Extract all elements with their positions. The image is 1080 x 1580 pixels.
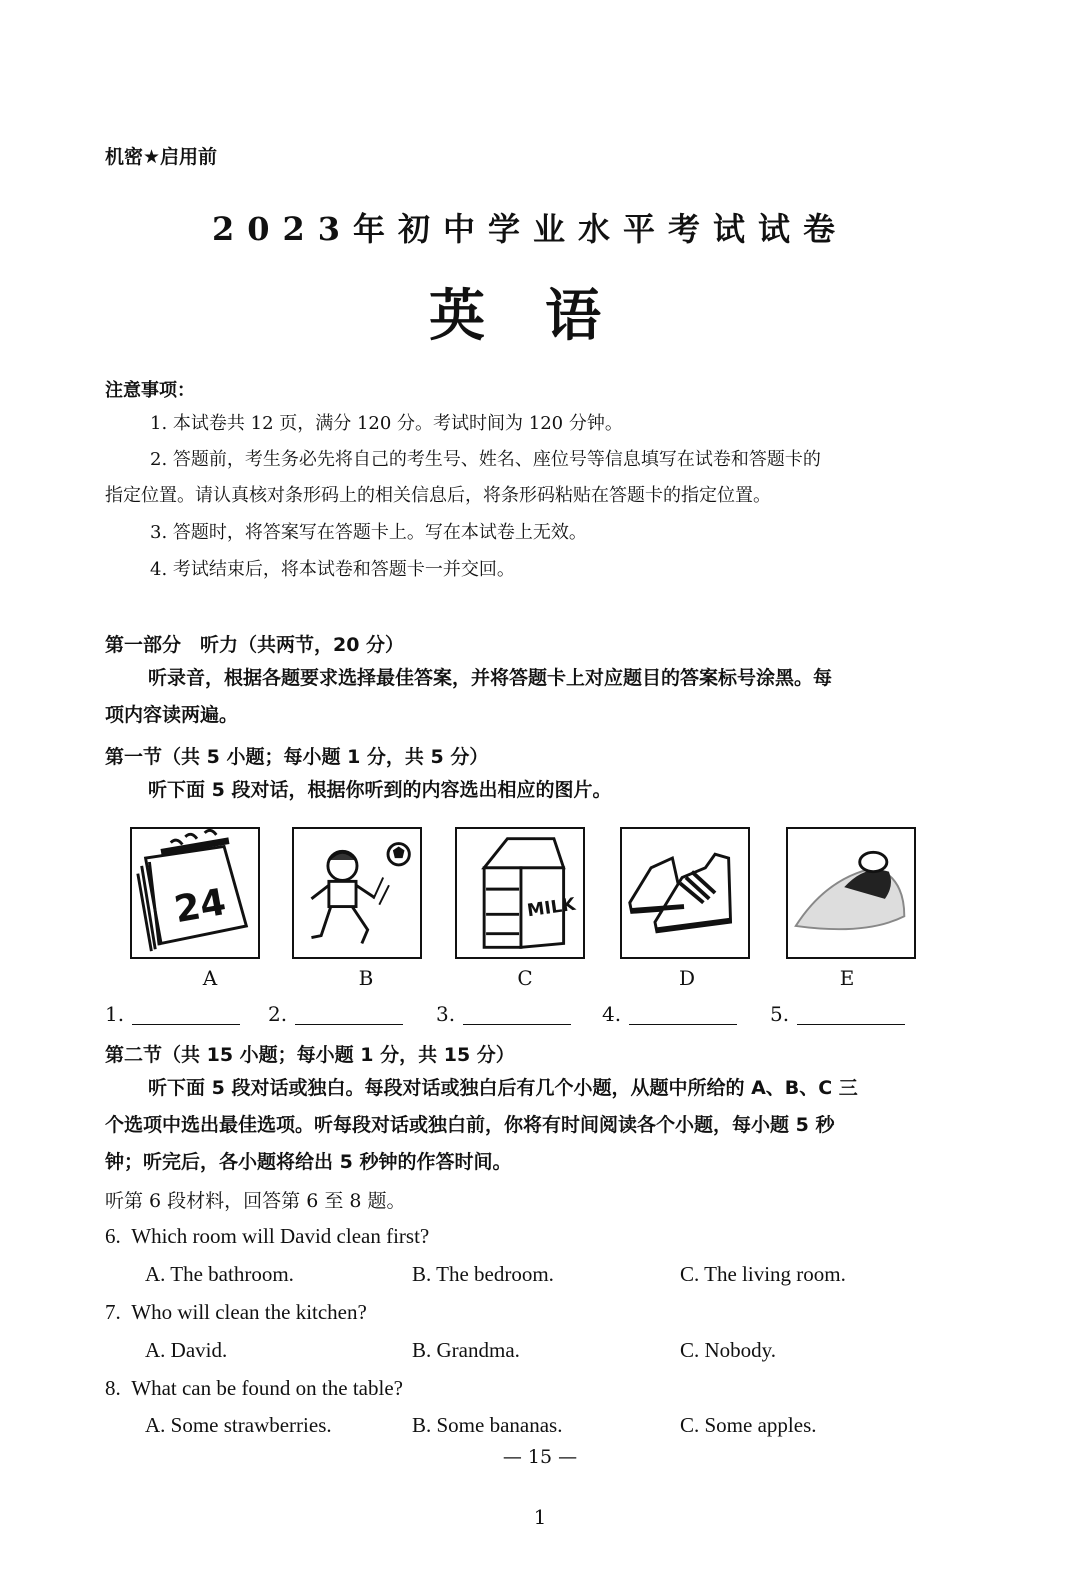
blank-line[interactable]: [463, 1006, 571, 1025]
blank-line[interactable]: [797, 1006, 905, 1025]
sneakers-icon: [622, 829, 748, 957]
notice-item-4: 4. 考试结束后，将本试卷和答题卡一并交回。: [150, 559, 515, 580]
option-8a[interactable]: A. Some strawberries.: [145, 1413, 332, 1437]
svg-text:MILK: MILK: [525, 894, 577, 922]
answer-blank-5[interactable]: [770, 1002, 905, 1026]
question-text: What can be found on the table?: [131, 1376, 403, 1400]
picture-a-calendar: [130, 827, 260, 959]
picture-b-boy: [292, 827, 422, 959]
picture-label-a: A: [202, 966, 218, 990]
question-text: Which room will David clean first?: [131, 1224, 430, 1248]
blank-number: 3.: [436, 1002, 456, 1026]
confidential-label: 机密★启用前: [105, 146, 218, 168]
section2-heading: 第二节（共 15 小题；每小题 1 分，共 15 分）: [105, 1044, 515, 1066]
notice-item-3: 3. 答题时，将答案写在答题卡上。写在本试卷上无效。: [150, 522, 587, 543]
part1-instruction-1: 听录音，根据各题要求选择最佳答案，并将答题卡上对应题目的答案标号涂黑。每: [148, 667, 833, 689]
notice-item-2: 2. 答题前，考生务必先将自己的考生号、姓名、座位号等信息填写在试卷和答题卡的: [150, 449, 821, 470]
material-note: 听第 6 段材料，回答第 6 至 8 题。: [105, 1190, 406, 1212]
blank-line[interactable]: [295, 1006, 403, 1025]
subject-title: 英语: [429, 283, 661, 349]
picture-e-hat: [786, 827, 916, 959]
picture-label-c: C: [517, 966, 533, 990]
blank-number: 5.: [770, 1002, 790, 1026]
svg-text:24: 24: [171, 880, 230, 932]
hat-icon: [788, 829, 914, 957]
answer-blank-1[interactable]: [105, 1002, 240, 1026]
question-7: [105, 1300, 367, 1325]
question-number: 8.: [105, 1376, 121, 1400]
section1-heading: 第一节（共 5 小题；每小题 1 分，共 5 分）: [105, 746, 489, 768]
picture-c-milk: [455, 827, 585, 959]
question-number: 7.: [105, 1300, 121, 1324]
blank-number: 2.: [268, 1002, 288, 1026]
notice-item-1: 1. 本试卷共 12 页，满分 120 分。考试时间为 120 分钟。: [150, 413, 623, 434]
question-6: [105, 1224, 429, 1249]
section2-instruction-2: 个选项中选出最佳选项。听每段对话或独白前，你将有时间阅读各个小题，每小题 5 秒: [105, 1114, 835, 1136]
notice-item-2-cont: 指定位置。请认真核对条形码上的相关信息后，将条形码粘贴在答题卡的指定位置。: [105, 485, 771, 506]
calendar-24-icon: [132, 829, 258, 957]
notice-heading: 注意事项：: [105, 380, 195, 401]
option-8c[interactable]: C. Some apples.: [680, 1413, 817, 1437]
picture-label-d: D: [678, 966, 696, 990]
option-7a[interactable]: A. David.: [145, 1338, 228, 1362]
part1-instruction-2: 项内容读两遍。: [105, 704, 239, 726]
option-7b[interactable]: B. Grandma.: [412, 1338, 520, 1362]
picture-label-b: B: [358, 966, 374, 990]
exam-title: 2023年初中学业水平考试试卷: [211, 210, 849, 248]
answer-blank-4[interactable]: [602, 1002, 737, 1026]
picture-d-sneakers: [620, 827, 750, 959]
question-text: Who will clean the kitchen?: [131, 1300, 367, 1324]
section1-instruction: 听下面 5 段对话，根据你听到的内容选出相应的图片。: [148, 779, 612, 801]
blank-number: 4.: [602, 1002, 622, 1026]
picture-label-e: E: [839, 966, 855, 990]
part1-heading: 第一部分 听力（共两节，20 分）: [105, 634, 405, 656]
blank-number: 1.: [105, 1002, 125, 1026]
sheet-number: 1: [533, 1505, 547, 1529]
milk-carton-icon: [457, 829, 583, 957]
option-6b[interactable]: B. The bedroom.: [412, 1262, 554, 1286]
answer-blank-2[interactable]: [268, 1002, 403, 1026]
option-6c[interactable]: C. The living room.: [680, 1262, 846, 1286]
section2-instruction-1: 听下面 5 段对话或独白。每段对话或独白后有几个小题，从题中所给的 A、B、C 三: [148, 1077, 858, 1099]
option-8b[interactable]: B. Some bananas.: [412, 1413, 563, 1437]
question-number: 6.: [105, 1224, 121, 1248]
blank-line[interactable]: [629, 1006, 737, 1025]
option-7c[interactable]: C. Nobody.: [680, 1338, 777, 1362]
question-8: [105, 1376, 403, 1401]
answer-blank-3[interactable]: [436, 1002, 571, 1026]
page-number: — 15 —: [502, 1446, 578, 1468]
boy-kicking-ball-icon: [294, 829, 420, 957]
section2-instruction-3: 钟；听完后，各小题将给出 5 秒钟的作答时间。: [105, 1151, 512, 1173]
option-6a[interactable]: A. The bathroom.: [145, 1262, 294, 1286]
blank-line[interactable]: [132, 1006, 240, 1025]
